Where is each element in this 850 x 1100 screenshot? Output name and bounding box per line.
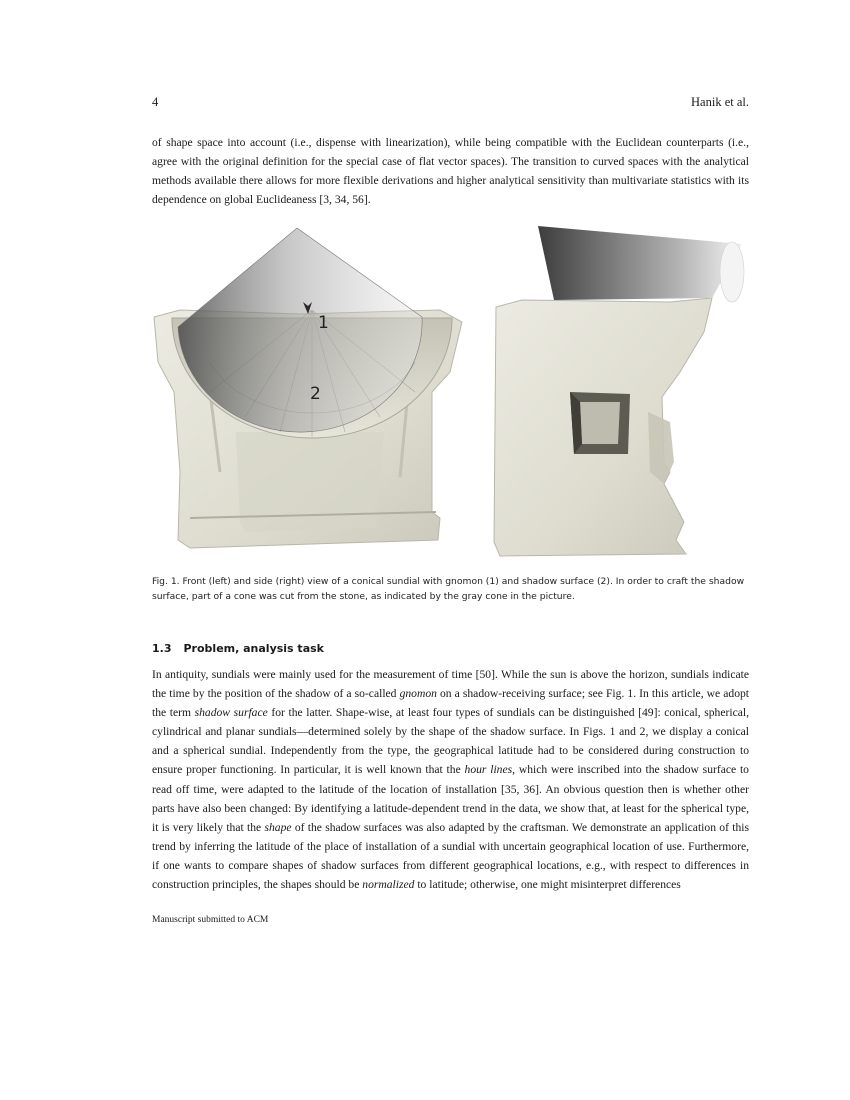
section-title: Problem, analysis task [183, 642, 324, 655]
shadow-surface-label: 2 [310, 384, 321, 404]
page-header [152, 95, 749, 113]
front-view [154, 228, 462, 548]
sundial-figure [150, 222, 750, 562]
sundial-renders [150, 222, 750, 562]
gnomon-label: 1 [318, 313, 329, 333]
side-view [494, 226, 744, 556]
page-footer: Manuscript submitted to ACM [152, 915, 269, 925]
section-heading [152, 642, 749, 655]
section-number: 1.3 [152, 642, 172, 655]
problem-paragraph: In antiquity, sundials were mainly used for the measurement of time [50]. While the sun is above the horizon, sundials indicate the time by the position of the shadow of a so-called gnomon on a shadow-receiving surface; see Fig. 1. In this article, we adopt the term shadow surface for the latter. Shape-wise, at least four types of sundials can be distinguished [49]: conical, spherical, cylindrical and planar sundials—determined solely by the shape of the shadow surface. In Figs. 1 and 2, we display a conical and a spherical sundial. Independently from the type, the geographical latitude had to be considered during construction to ensure proper functioning. In particular, it is well known that the hour lines, which were inscribed into the shadow surface to read off time, were adapted to the latitude of the location of installation [35, 36]. An obvious question then is whether other parts have also been changed: By identifying a latitude-dependent trend in the data, we show that, at least for the spherical type, it is very likely that the shape of the shadow surfaces was also adapted by the craftsman. We demonstrate an application of this trend by inferring the latitude of the place of installation of a sundial with uncertain geographical location of use. Furthermore, if one wants to compare shapes of shadow surfaces from different geographical locations, e.g., with respect to differences in construction principles, the shapes should be normalized to latitude; otherwise, one might misinterpret differences [152, 668, 750, 892]
intro-paragraph: of shape space into account (i.e., dispense with linearization), while being compatible with the Euclidean counterparts (i.e., agree with the original definition for the special case of flat vector spaces). The transition to curved spaces with the analytical methods available there allows for more flexible derivations and higher analytical sensitivity than multivariate statistics with its dependence on global Euclideaness [3, 34, 56]. [152, 136, 749, 207]
running-authors: Hanik et al. [691, 95, 749, 109]
page-number: 4 [152, 95, 159, 109]
figure-caption: Fig. 1. Front (left) and side (right) view of a conical sundial with gnomon (1) and shadow surface (2). In order to craft the shadow surface, part of a cone was cut from the stone, as indicated by the gray cone in the picture. [152, 576, 745, 602]
